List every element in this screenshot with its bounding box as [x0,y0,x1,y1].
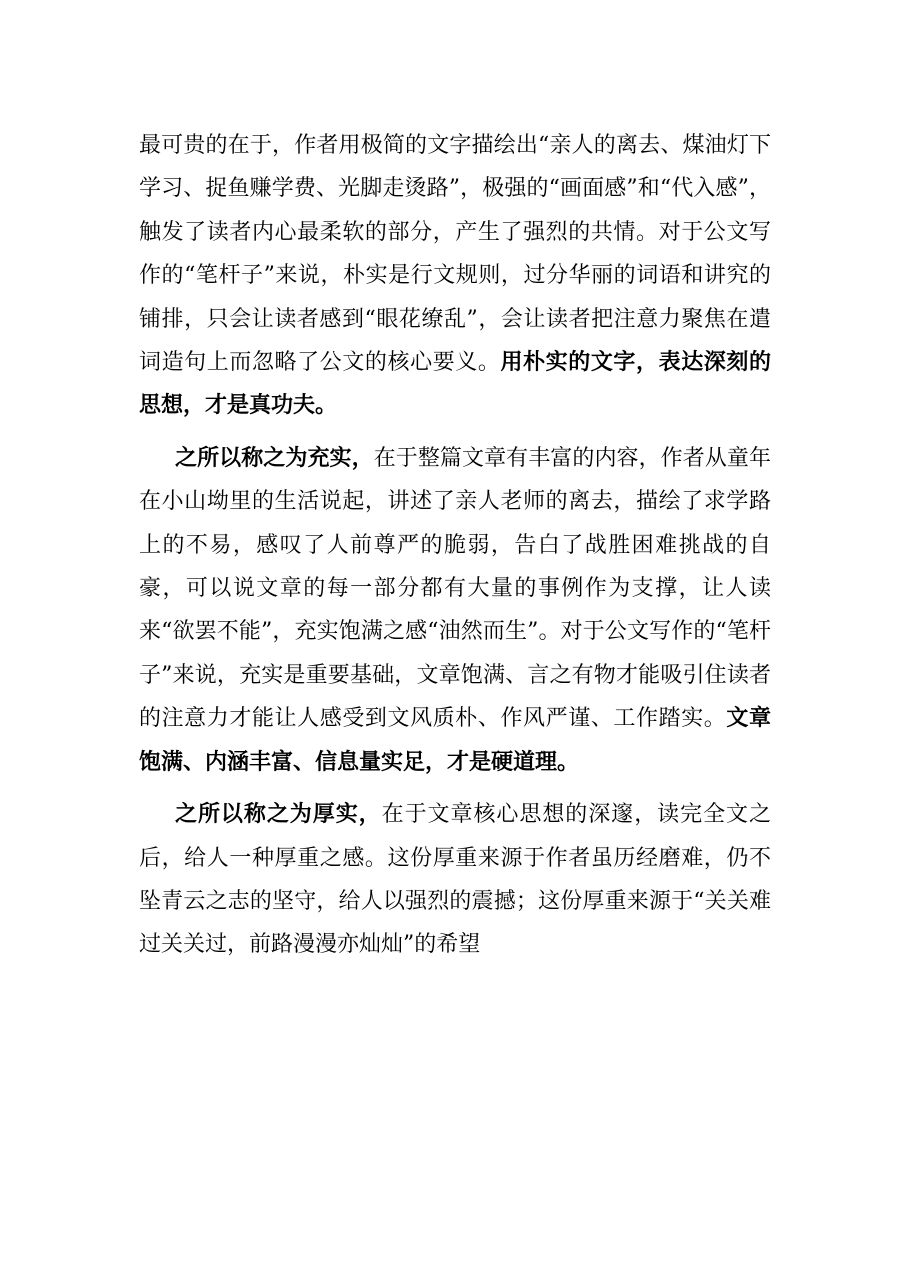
document-page [139,124,771,967]
paragraph-body: 在于文章核心思想的深邃，读完全文之后，给人一种厚重之感。这份厚重来源于作者虽历经磨难，仍不坠青云之志的坚守，给人以强烈的震撼；这份厚重来源于“关关难过关关过，前路漫漫亦灿灿”的希望 [139,802,771,958]
paragraph-fullness [139,437,771,784]
paragraph-conclusion: 文章饱满、内涵丰富、信息量实足，才是硬道理。 [139,705,771,775]
paragraph-depth [139,793,771,967]
paragraph-lead: 之所以称之为充实， [175,444,374,471]
paragraph-plain-writing [139,124,771,428]
paragraph-conclusion: 用朴实的文字，表达深刻的思想，才是真功夫。 [139,349,771,419]
paragraph-body: 最可贵的在于，作者用极简的文字描绘出“亲人的离去、煤油灯下学习、捉鱼赚学费、光脚走烫路”，极强的“画面感”和“代入感”，触发了读者内心最柔软的部分，产生了强烈的共情。对于公文写作的“笔杆子”来说，朴实是行文规则，过分华丽的词语和讲究的铺排，只会让读者感到“眼花缭乱”，会让读者把注意力聚焦在遣词造句上而忽略了公文的核心要义。 [139,133,771,376]
paragraph-body: 在于整篇文章有丰富的内容，作者从童年在小山坳里的生活说起，讲述了亲人老师的离去，描绘了求学路上的不易，感叹了人前尊严的脆弱，告白了战胜困难挑战的自豪，可以说文章的每一部分都有大量的事例作为支撑，让人读来“欲罢不能”，充实饱满之感“油然而生”。对于公文写作的“笔杆子”来说，充实是重要基础，文章饱满、言之有物才能吸引住读者的注意力才能让人感受到文风质朴、作风严谨、工作踏实。 [139,445,771,732]
paragraph-lead: 之所以称之为厚实， [175,801,382,828]
